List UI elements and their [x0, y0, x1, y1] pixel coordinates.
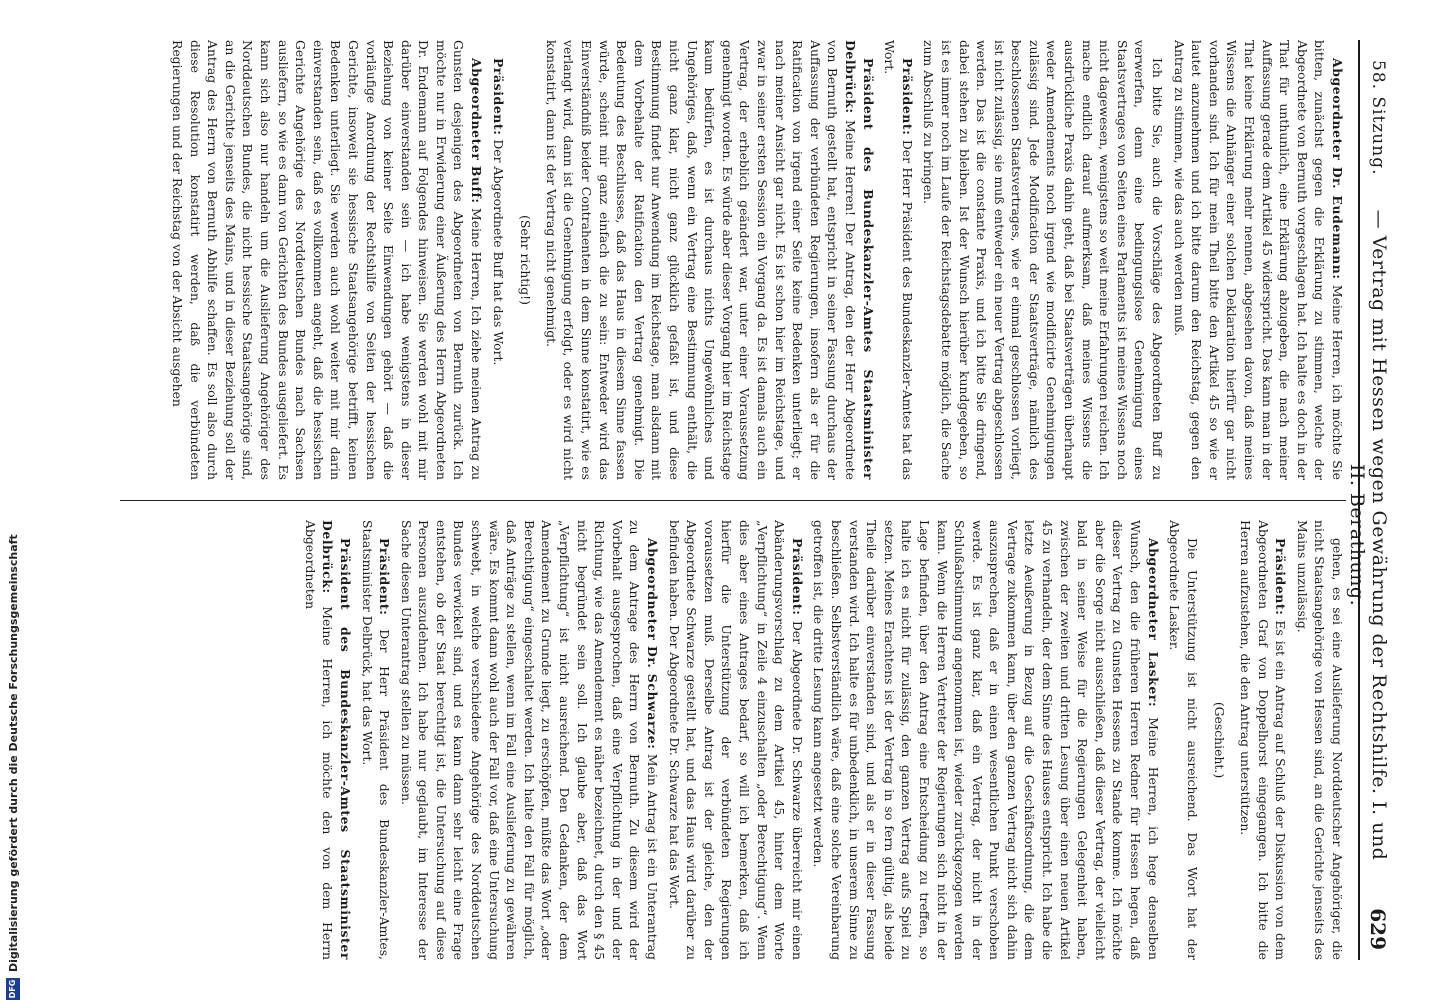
text-paragraph	[1236, 520, 1289, 960]
credit-text: Digitalisierung gefördert durch die Deutsche Forschungsgemeinschaft	[6, 534, 20, 972]
page-number: 629	[1366, 908, 1390, 950]
speaker-name: Präsident des Bundeskanzler-Amtes Staatsminister Delbrück:	[320, 520, 353, 960]
paragraph-text: Der Abgeordnete Dr. Schwarze überreicht mir einen Abänderungsvorschlag zu dem Artikel 45, hinter dem Worte „Verpflichtung“ in Zeile 4 einzuschalten „oder Berechtigung“. Wenn dies aber eines Antrages bedarf, so will ich bemerken, daß ich hierfür die Unterstützung der verbündeten Regierungen voraussetzen muß. Derselbe Antrag ist der gleiche, den der Abgeordnete Schwarze gestellt hat, und das Haus wird darüber zu befinden haben. Der Abgeordnete Dr. Schwarze hat das Wort.	[666, 520, 805, 960]
paragraph-text: Die Unterstützung ist nicht ausreichend. Das Wort hat der Abgeordnete Lasker.	[1167, 520, 1200, 960]
dfg-logo-icon: DFG	[6, 978, 20, 1000]
paragraph-text: Mein Antrag ist ein Unterantrag zu dem Antrage des Herrn von Bernuth. Zu diesem wird der Vorbehalt ausgesprochen, daß eine Verpflichtung in der und der Richtung, wie das Amendement es näher bezeichnet, durch den § 45 nicht begründet sein soll. Ich glaube aber, daß das Wort „Verpflichtung“ ist nicht ausreichend. Den Gedanken, der dem Amendement zu Grunde liegt, zu erschöpfen, müßte das Wort „oder Berechtigung“ eingeschaltet werden. Ich halte den Fall für möglich, daß Anträge zu stellen, wenn im Fall eine Auslieferung zu gewähren wäre. Es kommt dann wohl auch der Fall vor, daß eine Untersuchung schwebt, in welche verschiedene Angehörige des Norddeutschen Bundes verwickelt sind, und es kann dann sehr leicht eine Frage entstehen, ob der Staat berechtigt ist, die Untersuchung auf diese Personen auszudehnen. Ich habe nur geglaubt, im Interesse der Sache diesen Unterantrag stellen zu müssen.	[398, 520, 661, 960]
paragraph-text: Es ist ein Antrag auf Schluß der Diskussion von dem Abgeordneten Graf von Doppelhorst eingegangen. Ich bitte die Herren aufzustehen, die den Antrag unterstützen.	[1238, 520, 1289, 960]
text-paragraph	[665, 520, 806, 960]
paragraph-text: Meine Herren, Ich ziehe meinen Antrag zu Gunsten desjenigen des Abgeordneten von Bernuth zurück. Ich möchte nur in Erwiderung einer Äußerung des Herrn Abgeordneten Dr. Endemann auf Folgendes hinweisen. Sie werden wohl mit mir darüber einverstanden sein — ich habe wenigstens in dieser Beziehung von keiner Seite Einwendungen gehört — daß die vorläufige Anordnung der Rechtshilfe von Seiten der hessischen Gerichte, insoweit sie hessische Staatsangehörige betrifft, keinen Bedenken unterliegt. Sie werden auch wohl weiter mit mir darin einverstanden sein, daß es vollkommen angeht, daß die hessischen Gerichte Angehörige des Norddeutschen Bundes nach Sachsen ausliefern, so wie es dann von Gerichten des Bundes ausgeliefert. Es kann sich also nur handeln um die Auslieferung Angehöriger des Norddeutschen Bundes, die nicht hessische Staatsangehörige sind, an die Gerichte jenseits des Mains, und in dieser Beziehung soll der Antrag des Herrn von Bernuth Abhilfe schaffen. Es soll also durch diese Resolution konstatirt werden, daß die verbündeten Regierungen und der Reichstag von der Absicht ausgehen	[170, 40, 485, 480]
text-paragraph	[810, 520, 1162, 960]
speaker-name: Abgeordneter Dr. Schwarze:	[645, 538, 661, 750]
speaker-name: Abgeordneter Lasker:	[1145, 538, 1161, 708]
text-paragraph	[920, 40, 1166, 480]
text-paragraph	[358, 520, 393, 960]
paragraph-text: (Sehr richtig!)	[518, 215, 534, 305]
right-text-column	[60, 520, 1346, 960]
paragraph-text: Ich bitte Sie, auch die Vorschläge des Abgeordneten Buff zu verwerfen, denn eine bedingungslose Genehmigung eines Staatsvertrages von Seiten eines Parlaments ist meines Wissens noch nicht dagewesen, wenigstens so weit meine Erfahrungen reichen. Ich mache endlich darauf aufmerksam, daß meines Wissens die ausdrückliche Praxis dahin geht, daß bei Staatsverträgen überhaupt weder Amendements noch irgend wie modificirte Genehmigungen zulässig sind. Jede Modification der Staatsverträge, nämlich des beschlossenen Staatsvertrages, wie er einmal geschlossen vorliegt, ist nicht zulässig, sie muß entweder ein neuer Vertrag abgeschlossen werden. Das ist die constante Praxis, und ich bitte Sie dringend, dabei stehen zu bleiben. Ist der Wunsch hierüber kundgegeben, so ist es immer noch im Laufe der Reichstagsdebatte möglich, die Sache zum Abschluß zu bringen.	[921, 40, 1166, 480]
speaker-name: Präsident:	[899, 58, 915, 136]
session-label: 58. Sitzung.	[1368, 60, 1388, 176]
text-paragraph	[1166, 520, 1201, 960]
text-paragraph	[1211, 520, 1229, 960]
speaker-name: Abgeordneter Dr. Eudemann:	[1330, 58, 1345, 280]
text-paragraph	[489, 40, 507, 480]
speaker-name: Abgeordneter Buff:	[469, 58, 485, 204]
paragraph-text: Meine Herren, ich hege denselben Wunsch, den die früheren Herren Redner für Hessen hegen, daß dieser Vertrag zu Gunsten Hessens zu Stande komme. Ich möchte aber die Sorge nicht ausschließen, daß dieser Vertrag, der vielleicht bald in seiner Weise für die Regierungen Gelegenheit haben, zwischen der zweiten und dritten Lesung über einen neuen Artikel 45 zu verhandeln, der dem Sinne des Hauses entspricht. Ich habe die letzte Aeußerung in Bezug auf die Geschäftsordnung, die dem Vertrage zukommen kann, über den ganzen Vertrag nicht sich dahin auszusprechen, daß er in einen wesentlichen Punkt verschoben werde. Es ist ganz klar, daß ein Vertrag, der nicht in der Schlußabstimmung angenommen ist, wieder zurückgezogen werden kann. Wenn die Herren Vertreter der Regierungen sich nicht in der Lage befinden, über den Antrag eine Entscheidung zu treffen, so halte ich es nicht für zulässig, den ganzen Vertrag aufs Spiel zu setzen. Meines Erachtens ist der Vertrag in so fern gültig, als beide Theile darüber einverstanden sind, und als er in dieser Fassung verstanden wird. Ich halte es für unbedenklich, in unserem Sinne zu beschließen. Selbstverständlich wäre, daß eine solche Vereinbarung getroffen ist, die dritte Lesung kann angesetzt werden.	[811, 520, 1161, 960]
page-header	[1346, 40, 1394, 960]
digitization-credit	[4, 0, 22, 1000]
text-paragraph	[301, 520, 354, 960]
paragraph-text: Der Abgeordnete Buff hat das Wort.	[490, 139, 506, 366]
text-paragraph	[1293, 520, 1346, 960]
speaker-name: Präsident:	[377, 538, 393, 616]
text-paragraph	[517, 40, 535, 480]
paragraph-text: Meine Herren! Der Antrag, den der Herr Abgeordnete von Bernuth gestellt hat, entspricht in seiner Fassung durchaus der Auffassung der verbündeten Regierungen, insofern als er für die Ratification von irgend einer Seite keine Bedenken unterliegt; er nach meiner Ansicht gar nicht. Es ist schon hier im Reichstage, und zwar in seiner ersten Session ein Vorgang da. Es ist damals auch ein Vertrag, der erheblich geändert war, unter einer Voraussetzung genehmigt worden. Es würde aber dieser Vorgang hier im Reichstage kaum bedürfen, es ist durchaus nichts Ungewöhnliches und Ungehöriges, daß, wenn ein Vertrag eine Bestimmung enthält, die nicht ganz klar, nicht ganz glücklich gefaßt ist, und diese Bestimmung findet nur Anwendung im Reichstage, man alsdann mit dem Vorbehalte der Ratification den Vertrag genehmigt. Die Bedeutung des Beschlusses, daß das Haus in diesem Sinne fassen würde, scheint mir ganz einfach die zu sein: Entweder wird das Einverständniß beider Contrahenten in dem Sinne konstatirt, wie es verlangt wird, dann ist die Genehmigung erfolgt, oder es wird nicht konstatirt, dann ist der Vertrag nicht genehmigt.	[543, 40, 858, 480]
paragraph-text: Meine Herren, ich möchte Sie bitten, zunächst gegen die Erklärung zu stimmen, welche der Abgeordnete von Bernuth vorgeschlagen hat. Ich halte es doch in der That für unthunlich, eine Erklärung abzugeben, die nach meiner Auffassung gerade dem Artikel 45 widerspricht. Das kann man in der That keine Erklärung mehr nennen, abgesehen davon, daß meines Wissens die Anhänger einer solchen Deklaration hierfür gar nicht vorhanden sind. Ich für mein Theil bitte den Artikel 45 so wie er lautet anzunehmen und ich bitte darum den Reichstag, gegen den Antrag zu stimmen, wie das auch werden muß.	[1171, 40, 1345, 480]
speaker-name: Präsident:	[1273, 538, 1289, 616]
paragraph-text: gehen, es sei eine Auslieferung Norddeutscher Angehöriger, die nicht Staatsangehörige von Hessen sind, an die Gerichte jenseits des Mains unzulässig.	[1294, 520, 1345, 960]
speaker-name: Präsident:	[789, 538, 805, 616]
speaker-name: Präsident des Bundeskanzler-Amtes Staatsminister Delbrück:	[842, 40, 876, 480]
page-title: — Vertrag mit Hessen wegen Gewährung der Rechtshilfe. I. und II. Berathung.	[1346, 209, 1390, 861]
left-text-column	[60, 40, 1346, 480]
paragraph-text: Der Herr Präsident des Bundeskanzler-Amtes hat das Wort.	[882, 40, 915, 480]
column-divider	[120, 500, 1346, 501]
paragraph-text: (Geschieht.)	[1212, 701, 1228, 779]
paragraph-text: Der Herr Präsident des Bundeskanzler-Amtes, Staatsminister Delbrück, hat das Wort.	[359, 520, 393, 960]
speaker-name: Präsident:	[490, 58, 506, 136]
paragraph-text: Meine Herren, ich möchte den von dem Herrn Abgeordneten	[302, 520, 336, 960]
text-paragraph	[168, 40, 485, 480]
text-paragraph	[881, 40, 916, 480]
text-paragraph	[397, 520, 661, 960]
text-paragraph	[542, 40, 876, 480]
text-paragraph	[1170, 40, 1346, 480]
